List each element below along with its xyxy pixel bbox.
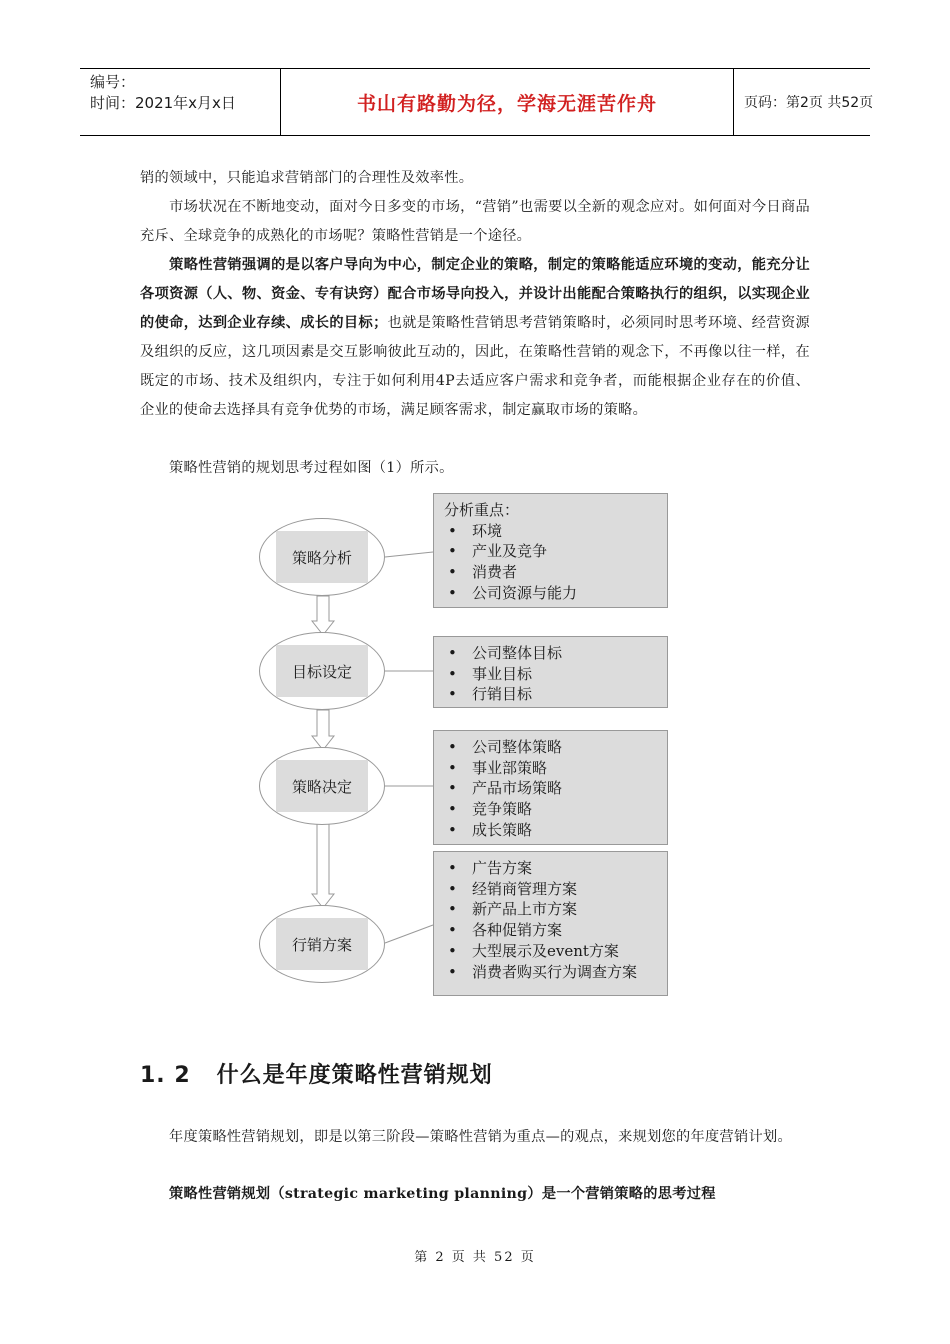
list-item: • 各种促销方案 (444, 920, 667, 941)
list-item: • 经销商管理方案 (444, 879, 667, 900)
paragraph-1: 销的领域中，只能追求营销部门的合理性及效率性。 (140, 170, 474, 186)
document-number-label: 编号： (90, 73, 136, 91)
list-item: • 消费者购买行为调查方案 (444, 962, 667, 983)
stage-label-decision: 策略决定 (276, 760, 368, 812)
marketing-plan-box (433, 851, 668, 996)
list-item: • 公司整体目标 (444, 643, 667, 664)
list-item: • 成长策略 (444, 820, 667, 841)
list-item: • 环境 (444, 521, 667, 542)
stage-label-analysis: 策略分析 (276, 531, 368, 583)
list-item: • 新产品上市方案 (444, 899, 667, 920)
section-number: 1. 2 (140, 1063, 191, 1088)
document-time-label: 时间：2021年x月x日 (90, 94, 236, 112)
list-item: • 大型展示及event方案 (444, 941, 667, 962)
analysis-focus-title: 分析重点： (444, 501, 520, 519)
header-motto: 书山有路勤为径，学海无涯苦作舟 (356, 92, 657, 115)
connector-1 (385, 552, 433, 557)
list-item: • 公司整体策略 (444, 737, 667, 758)
connector-4 (385, 925, 433, 943)
list-item: • 产品市场策略 (444, 778, 667, 799)
section-heading (140, 1058, 493, 1089)
paragraph-smp: 策略性营销规划（strategic marketing planning）是一个营销策略的思考过程 (140, 1186, 716, 1202)
list-item: • 公司资源与能力 (444, 583, 667, 604)
page-footer: 第 2 页 共 52 页 (414, 1250, 536, 1265)
stage-label-goals: 目标设定 (276, 645, 368, 697)
stage-oval-plan (259, 905, 385, 983)
analysis-focus-box (433, 493, 668, 608)
arrow-1 (312, 596, 334, 635)
list-item: • 事业部策略 (444, 758, 667, 779)
list-item: • 事业目标 (444, 664, 667, 685)
list-item: • 行销目标 (444, 684, 667, 705)
paragraph-annual-plan: 年度策略性营销规划，即是以第三阶段—策略性营销为重点—的观点，来规划您的年度营销计划。 (140, 1129, 792, 1145)
arrow-3 (312, 824, 334, 908)
paragraph-3-regular: 也就是策略性营销思考营销策略时，必须同时思考环境、经营资源及组织的反应，这几项因素是交互影响彼此互动的，因此，在策略性营销的观念下，不再像以往一样，在既定的市场、技术及组织内，专注于如何利用4P去适应客户需求和竞争者，而能根据企业存在的价值、企业的使命去选择具有竞争优势的市场，满足顾客需求，制定赢取市场的策略。 (140, 315, 810, 418)
arrow-2 (312, 710, 334, 750)
list-item: • 广告方案 (444, 858, 667, 879)
stage-oval-goals (259, 632, 385, 710)
paragraph-2: 市场状况在不断地变动，面对今日多变的市场，“营销”也需要以全新的观念应对。如何面对今日商品充斥、全球竞争的成熟化的市场呢？策略性营销是一个途径。 (140, 199, 810, 244)
header-page-code: 页码：第2页 共52页 (744, 95, 874, 111)
stage-label-plan: 行销方案 (276, 918, 368, 970)
paragraph-figure-ref: 策略性营销的规划思考过程如图（1）所示。 (140, 460, 454, 476)
section-title: 什么是年度策略性营销规划 (216, 1063, 493, 1088)
list-item: • 产业及竞争 (444, 541, 667, 562)
list-item: • 消费者 (444, 562, 667, 583)
paragraph-3-bold: 策略性营销强调的是以客户导向为中心，制定企业的策略，制定的策略能适应环境的变动，能充分让各项资源（人、物、资金、专有诀窍）配合市场导向投入，并设计出能配合策略执行的组织，以实现企业的使命，达到企业存续、成长的目标； (140, 257, 810, 331)
list-item: • 竞争策略 (444, 799, 667, 820)
stage-oval-analysis (259, 518, 385, 596)
goals-box (433, 636, 668, 708)
stage-oval-decision (259, 747, 385, 825)
strategy-box (433, 730, 668, 845)
